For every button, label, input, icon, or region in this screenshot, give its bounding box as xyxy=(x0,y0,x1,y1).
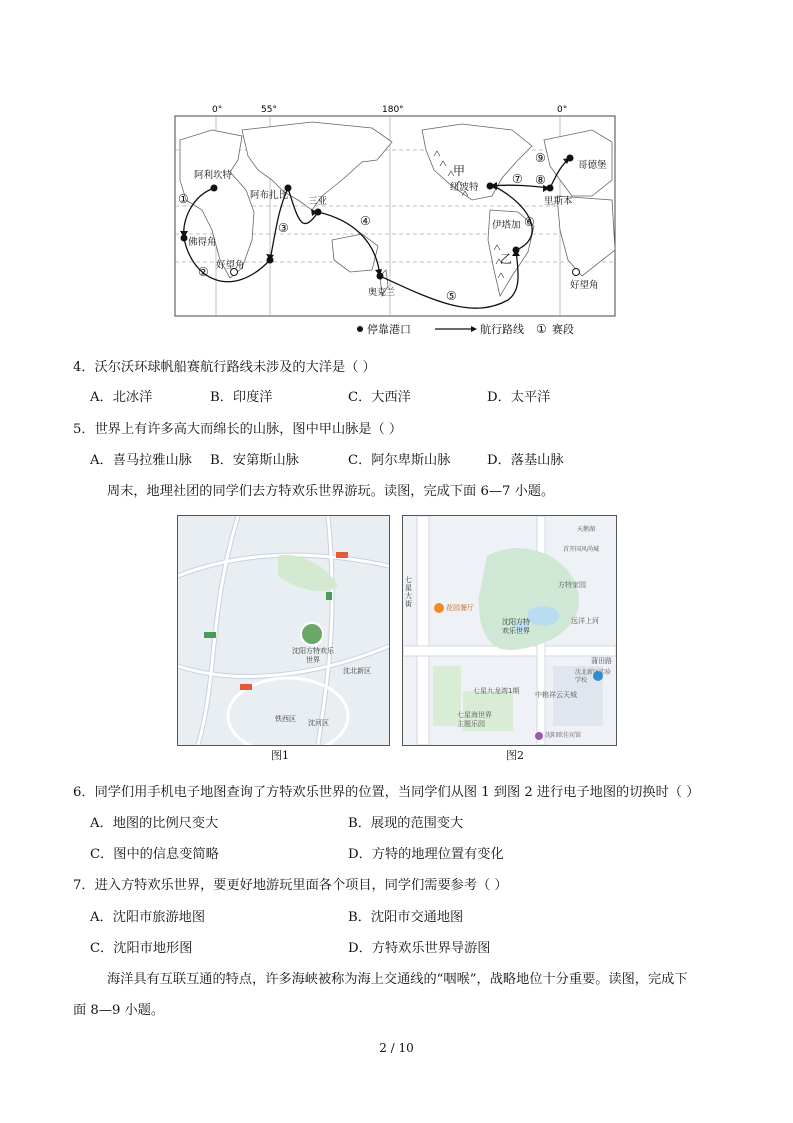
figure-1-graphics xyxy=(178,516,389,745)
label-mountain-jia: 甲 xyxy=(453,164,466,178)
intro-8-9-line2: 面 8—9 小题。 xyxy=(73,1003,165,1018)
q5-option-b: B．安第斯山脉 xyxy=(210,453,299,468)
question-6-stem: 6．同学们用手机电子地图查询了方特欢乐世界的位置，当同学们从图 1 到图 2 进行电子地图的切换时（ ） xyxy=(73,785,700,800)
question-5-stem: 5．世界上有许多高大而绵长的山脉，图中甲山脉是（ ） xyxy=(73,422,403,437)
fig2-label-restaurant: 花园餐厅 xyxy=(446,604,474,612)
fig2-label-jiulongwan: 七星九龙湾1期 xyxy=(473,687,520,695)
q6-option-d: D．方特的地理位置有变化 xyxy=(348,847,504,862)
fangte-poi-marker xyxy=(301,623,323,645)
segment-2: ② xyxy=(198,265,209,279)
q7-option-c: C．沈阳市地形图 xyxy=(90,941,193,956)
fig1-district-shenhe: 沈河区 xyxy=(308,719,329,727)
hotel-icon xyxy=(535,732,543,740)
fig2-label-tiane: 天鹅湖 xyxy=(577,526,596,533)
restaurant-icon xyxy=(434,603,444,613)
segment-1: ① xyxy=(178,192,189,206)
fig2-label-hotel: 沈阳欧佳宾馆 xyxy=(545,732,582,739)
q4-option-d: D．太平洋 xyxy=(487,390,551,405)
q4-option-a: A．北冰洋 xyxy=(90,390,153,405)
label-sanya: 三亚 xyxy=(308,196,328,207)
label-cape-verde: 佛得角 xyxy=(188,237,217,248)
segment-5: ⑤ xyxy=(446,289,457,303)
fig1-district-shenbei: 沈北新区 xyxy=(343,667,371,675)
legend-segment: 赛段 xyxy=(552,323,574,336)
q6-option-b: B．展现的范围变大 xyxy=(348,816,464,831)
q7-option-b: B．沈阳市交通地图 xyxy=(348,910,464,925)
q6-option-a: A．地图的比例尺变大 xyxy=(90,816,219,831)
cape-good-hope-dot-right xyxy=(573,269,580,276)
lon-label-55: 55° xyxy=(261,105,277,115)
lon-label-0: 0° xyxy=(212,105,223,115)
fig2-road-putian: 蒲田路 xyxy=(591,657,612,665)
segment-9: ⑨ xyxy=(535,151,546,165)
intro-6-7: 周末，地理社团的同学们去方特欢乐世界游玩。读图，完成下面 6—7 小题。 xyxy=(107,484,555,499)
fig2-label-zhongliang: 中粮祥云天城 xyxy=(535,691,577,699)
q7-option-d: D．方特欢乐世界导游图 xyxy=(348,941,491,956)
q4-option-b: B．印度洋 xyxy=(210,390,273,405)
label-itajai: 伊塔加 xyxy=(492,220,521,231)
segment-3: ③ xyxy=(278,221,289,235)
figure-2-map xyxy=(402,515,617,746)
fig1-poi-label: 沈阳方特欢乐世界 xyxy=(292,647,334,664)
lon-label-180: 180° xyxy=(382,105,404,115)
segment-7: ⑦ xyxy=(512,172,523,186)
intro-8-9-line1: 海洋具有互联互通的特点，许多海峡被称为海上交通线的“咽喉”，战略地位十分重要。读图，完成下 xyxy=(107,972,688,987)
map-legend xyxy=(357,322,574,336)
fig2-label-fangte: 沈阳方特欢乐世界 xyxy=(502,618,530,635)
label-mountain-yi: 乙 xyxy=(500,252,513,266)
fig2-label-school: 沈北新区实验学校 xyxy=(575,669,612,684)
figure-2-caption: 图2 xyxy=(506,749,524,762)
fig2-label-sea-world: 七星海世界主题乐园 xyxy=(457,711,492,728)
world-route-map xyxy=(172,100,622,345)
legend-segment-symbol: ① xyxy=(536,322,547,336)
legend-port: 停靠港口 xyxy=(367,323,411,336)
label-gothenburg: 哥德堡 xyxy=(578,160,607,171)
segment-4: ④ xyxy=(360,214,371,228)
fig2-label-yuanyang: 远洋上河 xyxy=(571,617,599,625)
q7-option-a: A．沈阳市旅游地图 xyxy=(90,910,206,925)
legend-route: 航行路线 xyxy=(480,323,524,336)
question-4-stem: 4．沃尔沃环球帆船赛航行路线未涉及的大洋是（ ） xyxy=(73,360,376,375)
question-7-stem: 7．进入方特欢乐世界，要更好地游玩里面各个项目，同学们需要参考（ ） xyxy=(73,878,508,893)
fig2-label-fangte-home: 方特家园 xyxy=(558,581,586,589)
fig2-road-qixing: 七星大街 xyxy=(405,576,412,608)
label-abu-dhabi: 阿布扎比 xyxy=(250,190,289,201)
label-lisbon: 里斯本 xyxy=(544,196,573,207)
figure-1-caption: 图1 xyxy=(271,749,289,762)
lon-label-0b: 0° xyxy=(557,105,568,115)
segment-6: ⑥ xyxy=(524,215,535,229)
page-number: 2 / 10 xyxy=(379,1041,414,1055)
q5-option-c: C．阿尔卑斯山脉 xyxy=(348,453,451,468)
q5-option-d: D．落基山脉 xyxy=(487,453,564,468)
label-auckland: 奥克兰 xyxy=(368,288,396,298)
q5-option-a: A．喜马拉雅山脉 xyxy=(90,453,192,468)
segment-8: ⑧ xyxy=(535,173,546,187)
label-alicante: 阿利坎特 xyxy=(194,170,233,181)
q4-option-c: C．大西洋 xyxy=(348,390,411,405)
fig1-district-tiexi: 铁西区 xyxy=(275,715,296,723)
label-newport: 纽波特 xyxy=(450,182,479,193)
fig2-label-shoukai: 首开国风尚城 xyxy=(563,546,600,553)
label-cape-good-hope-right: 好望角 xyxy=(570,280,599,291)
figure-1-map xyxy=(177,515,390,746)
label-cape-good-hope-left: 好望角 xyxy=(216,260,245,271)
q6-option-c: C．图中的信息变简略 xyxy=(90,847,219,862)
